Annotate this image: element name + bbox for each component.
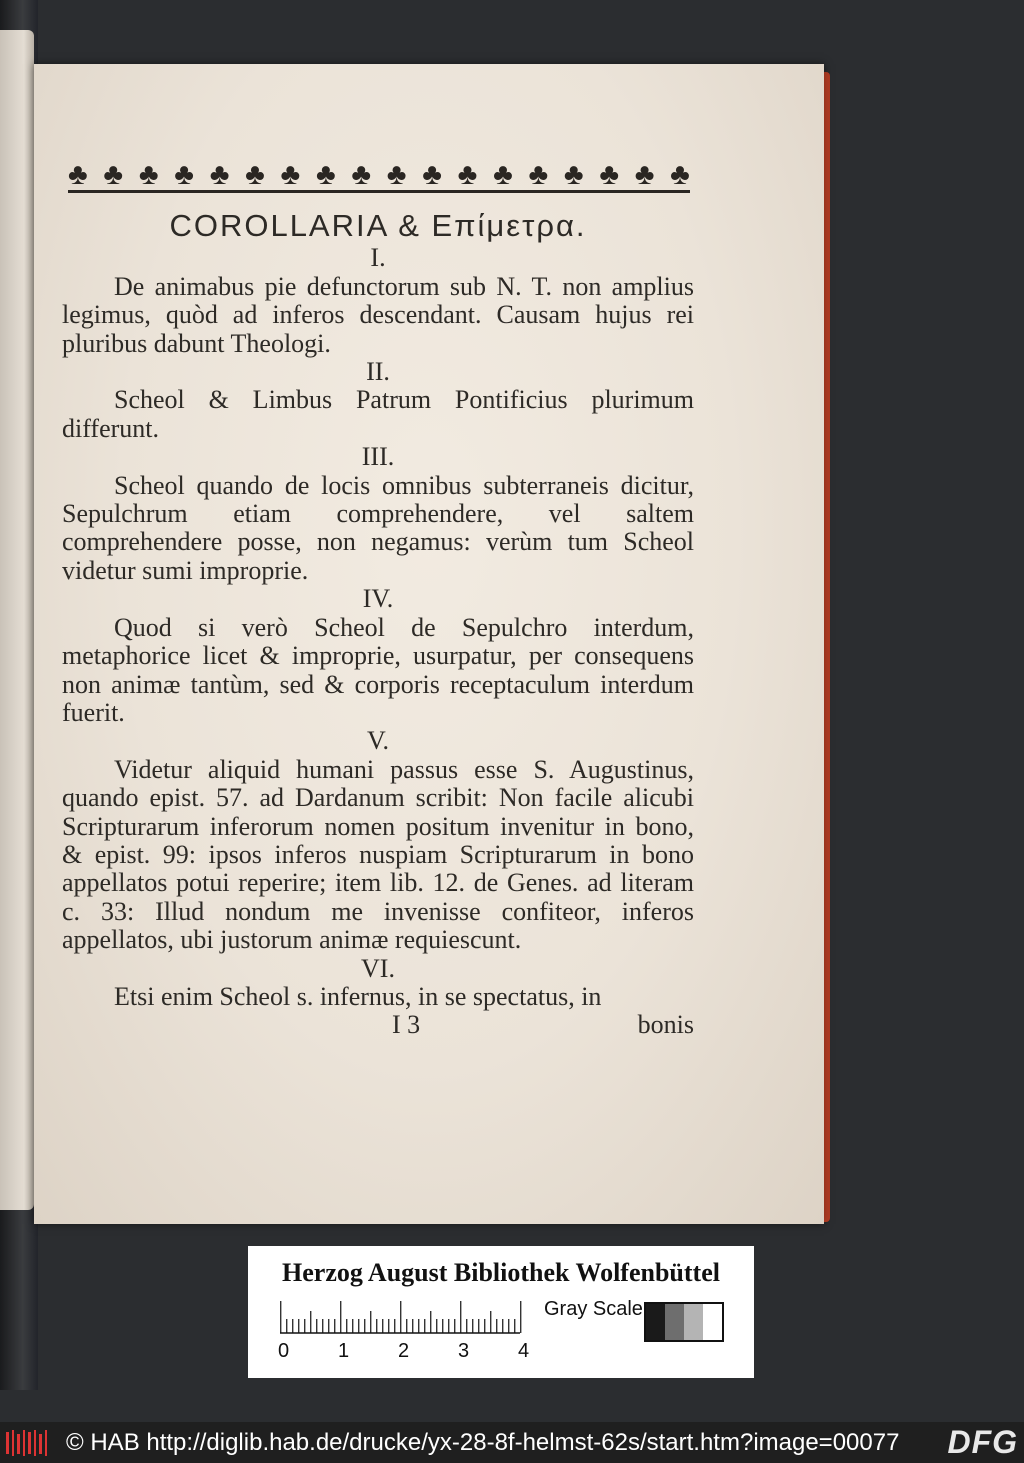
- section-text: Quod si verò Scheol de Sepulchro interdum, metaphorice licet & improprie, usurpatur, per consequens non animæ tantùm, sed & corporis receptaculum interdum fuerit.: [62, 612, 694, 727]
- section-text: Scheol & Limbus Patrum Pontificius plurimum differunt.: [62, 385, 694, 443]
- ornament-glyph: ♣: [315, 158, 336, 191]
- section-numeral: I.: [370, 243, 386, 273]
- catchword: bonis: [637, 1010, 694, 1040]
- ornament-glyph: ♣: [68, 158, 88, 191]
- ornament-glyph: ♣: [280, 158, 301, 191]
- ruler-number: 3: [458, 1340, 470, 1362]
- ornament-glyph: ♣: [245, 158, 265, 191]
- ornament-glyph: ♣: [670, 158, 690, 191]
- ornament-glyph: ♣: [493, 158, 513, 191]
- gray-scale-swatches: [644, 1302, 724, 1342]
- ruler-number: 0: [278, 1340, 290, 1362]
- ruler-numbers: [278, 1340, 538, 1364]
- ornament-glyph: ♣: [599, 158, 620, 191]
- ornament-glyph: ♣: [138, 158, 159, 191]
- section-numeral: V.: [367, 726, 389, 756]
- library-color-card: [248, 1246, 754, 1378]
- ornament-glyph: ♣: [528, 158, 549, 191]
- ornament-glyph: ♣: [103, 158, 124, 191]
- ornament-glyph: ♣: [386, 158, 407, 191]
- page-text: [62, 206, 694, 1040]
- section-text: Scheol quando de locis omnibus subterraneis dicitur, Sepulchrum etiam comprehendere, vel saltem comprehendere posse, non negamus: verùm tum Scheol videtur sumi improprie.: [62, 470, 694, 585]
- section-text: De animabus pie defunctorum sub N. T. non amplius legimus, quòd ad inferos descendant. Causam hujus rei pluribus dabunt Theologi.: [62, 271, 694, 358]
- ruler-scale: [280, 1300, 528, 1334]
- dfg-logo: DFG: [947, 1424, 1018, 1460]
- previous-leaf-edge: [0, 30, 34, 1210]
- ornament-border: [68, 150, 690, 193]
- section-numeral: II.: [366, 357, 390, 387]
- ornament-glyph: ♣: [457, 158, 478, 191]
- page-heading: COROLLARIA & Επίμετρα.: [169, 208, 587, 243]
- viewer-footer: [0, 1422, 1024, 1463]
- ornament-glyph: ♣: [351, 158, 372, 191]
- ruler-number: 4: [518, 1340, 530, 1362]
- library-name: Herzog August Bibliothek Wolfenbüttel: [282, 1258, 720, 1287]
- gray-swatch: [684, 1304, 703, 1340]
- signature-mark: I 3: [392, 1010, 421, 1040]
- source-url[interactable]: © HAB http://diglib.hab.de/drucke/yx-28-8f-helmst-62s/start.htm?image=00077: [66, 1429, 900, 1456]
- section-text: Videtur aliquid humani passus esse S. Augustinus, quando epist. 57. ad Dardanum scribit: Non facile alicubi Scripturarum inferorum nomen positum invenitur in bono, & epist. 99: ipsos inferos nuspiam Scripturarum in bono appellatos potui reperire; item lib. 12. de Genes. ad literam c. 33: Illud nondum me invenisse confiteor, inferos appellatos, ubi justorum animæ requiescunt.: [62, 754, 694, 955]
- ornament-glyph: ♣: [209, 158, 230, 191]
- barcode-icon: [6, 1430, 48, 1456]
- section-text: Etsi enim Scheol s. infernus, in se spectatus, in: [114, 981, 602, 1011]
- page-footer-line: [62, 1011, 694, 1039]
- section-numeral: VI.: [361, 953, 395, 983]
- gray-scale-label: Gray Scale: [544, 1298, 643, 1320]
- section-numeral: III.: [361, 442, 395, 472]
- ornament-glyph: ♣: [174, 158, 194, 191]
- ruler-number: 2: [398, 1340, 410, 1362]
- gray-swatch: [665, 1304, 684, 1340]
- gray-swatch: [703, 1304, 722, 1340]
- gray-swatch: [646, 1304, 665, 1340]
- section-numeral: IV.: [362, 584, 394, 614]
- ruler-number: 1: [338, 1340, 350, 1362]
- ornament-glyph: ♣: [563, 158, 584, 191]
- ornament-glyph: ♣: [422, 158, 442, 191]
- ornament-glyph: ♣: [634, 158, 655, 191]
